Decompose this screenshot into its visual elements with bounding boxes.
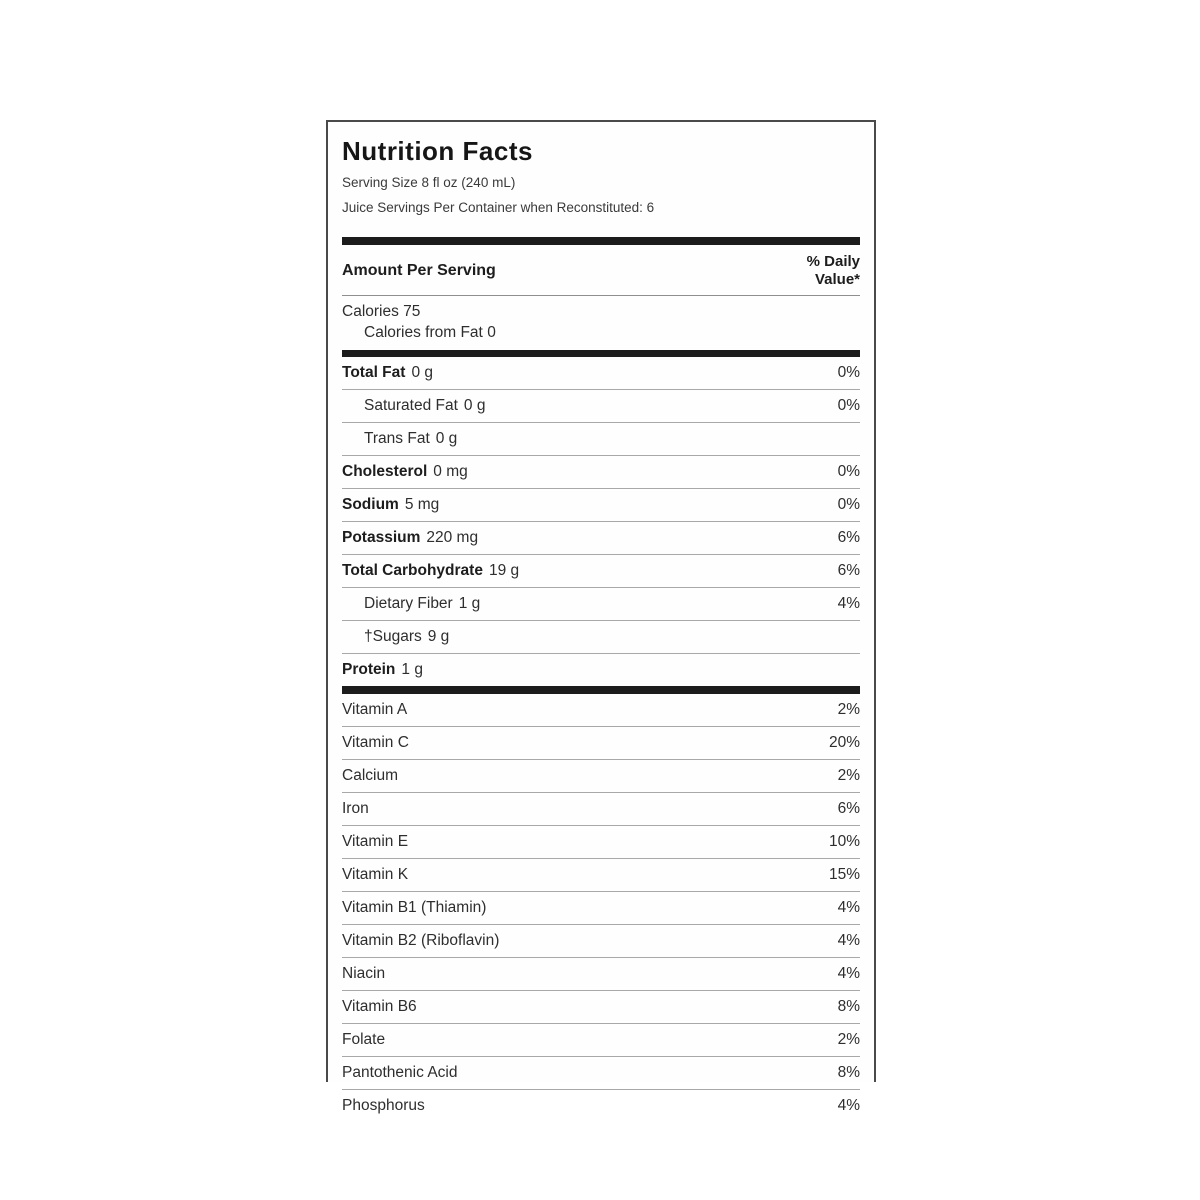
- micronutrient-name-cell: [342, 1064, 457, 1082]
- micronutrient-name: Phosphorus: [342, 1097, 425, 1114]
- nutrient-daily-value: 6%: [837, 562, 860, 579]
- calories-row: [342, 301, 860, 322]
- micronutrient-name-cell: [342, 998, 417, 1016]
- nutrient-name-cell: [342, 661, 423, 679]
- micronutrient-name-cell: [342, 800, 369, 818]
- nutrient-daily-value: 0%: [837, 364, 860, 381]
- micronutrient-row: [342, 759, 860, 792]
- nutrient-row: [342, 554, 860, 587]
- micronutrient-row: [342, 825, 860, 858]
- calories-label: Calories: [342, 303, 399, 320]
- nutrient-name-cell: [342, 496, 439, 514]
- daily-value-header-line2: Value*: [814, 271, 860, 288]
- nutrient-name: Dietary Fiber: [364, 595, 453, 612]
- nutrient-amount: 1 g: [401, 661, 423, 678]
- amount-per-serving-header: Amount Per Serving: [342, 262, 496, 279]
- micronutrient-daily-value: 4%: [837, 932, 860, 949]
- serving-size-text: Serving Size 8 fl oz (240 mL): [342, 175, 516, 190]
- micronutrient-daily-value: 4%: [837, 965, 860, 982]
- nutrient-row: [342, 389, 860, 422]
- calories-value: 75: [403, 303, 421, 320]
- micronutrient-daily-value: 4%: [837, 899, 860, 916]
- micronutrient-name: Vitamin B6: [342, 998, 417, 1015]
- micronutrient-daily-value: 4%: [837, 1097, 860, 1114]
- micronutrient-daily-value: 2%: [837, 1031, 860, 1048]
- nutrient-row: [342, 455, 860, 488]
- micronutrient-name-cell: [342, 833, 408, 851]
- micronutrient-row: [342, 990, 860, 1023]
- micronutrient-name-cell: [342, 767, 398, 785]
- nutrient-name: †Sugars: [364, 628, 422, 645]
- micronutrient-name-cell: [342, 899, 486, 917]
- micronutrient-name-cell: [342, 932, 499, 950]
- nutrient-name-cell: [342, 364, 433, 382]
- micronutrient-row: [342, 792, 860, 825]
- micronutrient-name-cell: [342, 1031, 385, 1049]
- micronutrient-daily-value: 6%: [837, 800, 860, 817]
- section-divider-bar: [342, 237, 860, 245]
- micronutrient-row: [342, 726, 860, 759]
- nutrient-daily-value: 0%: [837, 463, 860, 480]
- nutrient-name: Cholesterol: [342, 463, 428, 480]
- micronutrient-name: Vitamin B2 (Riboflavin): [342, 932, 500, 949]
- section-divider-bar: [342, 686, 860, 694]
- micronutrient-name-cell: [342, 965, 385, 983]
- micronutrient-name: Niacin: [342, 965, 386, 982]
- nutrient-row: [342, 620, 860, 653]
- nutrient-amount: 9 g: [427, 628, 450, 645]
- micronutrient-name: Pantothenic Acid: [342, 1064, 458, 1081]
- micronutrient-name: Vitamin B1 (Thiamin): [342, 899, 487, 916]
- nutrient-amount: 19 g: [488, 562, 520, 579]
- column-header-row: [342, 245, 860, 296]
- micronutrient-name: Vitamin A: [342, 701, 408, 718]
- micronutrient-daily-value: 8%: [837, 1064, 860, 1081]
- micronutrient-name-cell: [342, 701, 407, 719]
- micronutrient-daily-value: 10%: [828, 833, 860, 850]
- nutrient-name-cell: [342, 628, 449, 646]
- nutrient-name: Sodium: [342, 496, 399, 513]
- micronutrient-rows: [342, 694, 860, 1122]
- nutrient-amount: 0 mg: [433, 463, 468, 480]
- nutrient-row: [342, 488, 860, 521]
- nutrient-name-cell: [342, 562, 519, 580]
- micronutrient-name: Vitamin E: [342, 833, 409, 850]
- micronutrient-row: [342, 891, 860, 924]
- nutrient-name: Trans Fat: [364, 430, 430, 447]
- micronutrient-name: Folate: [342, 1031, 386, 1048]
- nutrient-rows: [342, 357, 860, 686]
- micronutrient-row: [342, 1056, 860, 1089]
- nutrient-amount: 0 g: [463, 397, 486, 414]
- nutrient-name-cell: [342, 529, 478, 547]
- nutrient-row: [342, 357, 860, 389]
- nutrient-name-cell: [342, 595, 480, 613]
- micronutrient-daily-value: 2%: [837, 767, 860, 784]
- daily-value-header-line1: % Daily: [806, 253, 860, 270]
- micronutrient-row: [342, 924, 860, 957]
- micronutrient-name: Vitamin C: [342, 734, 409, 751]
- nutrient-amount: 0 g: [435, 430, 458, 447]
- micronutrient-row: [342, 858, 860, 891]
- nutrient-name: Total Fat: [342, 364, 406, 381]
- nutrient-name-cell: [342, 430, 457, 448]
- nutrition-facts-label: [326, 120, 876, 1114]
- nutrient-row: [342, 587, 860, 620]
- nutrient-amount: 0 g: [411, 364, 433, 381]
- micronutrient-row: [342, 1023, 860, 1056]
- micronutrient-row: [342, 694, 860, 726]
- nutrient-name: Potassium: [342, 529, 421, 546]
- calories-from-fat-value: 0: [487, 324, 496, 341]
- calories-from-fat-label: Calories from Fat: [364, 324, 483, 341]
- nutrient-daily-value: 0%: [837, 397, 860, 414]
- nutrient-row: [342, 422, 860, 455]
- micronutrient-name: Iron: [342, 800, 369, 817]
- micronutrient-daily-value: 15%: [828, 866, 860, 883]
- label-title: Nutrition Facts: [342, 136, 533, 166]
- calories-section: [342, 296, 860, 350]
- daily-value-header: [807, 253, 860, 289]
- micronutrient-name-cell: [342, 866, 408, 884]
- nutrient-daily-value: 6%: [837, 529, 860, 546]
- nutrient-daily-value: 4%: [837, 595, 860, 612]
- nutrient-name: Total Carbohydrate: [342, 562, 483, 579]
- nutrient-amount: 1 g: [458, 595, 481, 612]
- nutrient-name-cell: [342, 463, 468, 481]
- micronutrient-name-cell: [342, 1097, 425, 1115]
- micronutrient-daily-value: 20%: [828, 734, 860, 751]
- micronutrient-name: Calcium: [342, 767, 398, 784]
- nutrient-name: Protein: [342, 661, 396, 678]
- micronutrient-row: [342, 1089, 860, 1122]
- nutrient-amount: 5 mg: [404, 496, 440, 513]
- nutrient-row: [342, 521, 860, 554]
- nutrient-row: [342, 653, 860, 686]
- calories-from-fat-row: [342, 322, 860, 343]
- micronutrient-daily-value: 2%: [837, 701, 860, 718]
- micronutrient-name-cell: [342, 734, 409, 752]
- micronutrient-row: [342, 957, 860, 990]
- nutrient-amount: 220 mg: [426, 529, 479, 546]
- servings-per-container-text: Juice Servings Per Container when Reconstituted: 6: [342, 200, 655, 215]
- nutrient-daily-value: 0%: [837, 496, 860, 513]
- nutrient-name: Saturated Fat: [364, 397, 458, 414]
- micronutrient-daily-value: 8%: [837, 998, 860, 1015]
- micronutrient-name: Vitamin K: [342, 866, 409, 883]
- nutrient-name-cell: [342, 397, 485, 415]
- section-divider-bar: [342, 350, 860, 357]
